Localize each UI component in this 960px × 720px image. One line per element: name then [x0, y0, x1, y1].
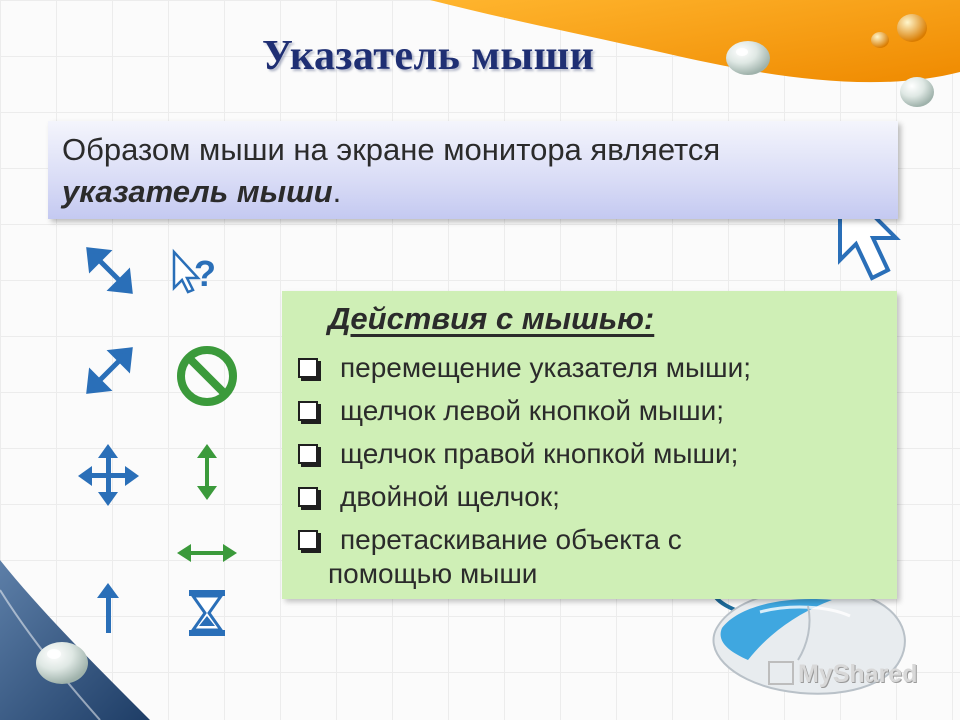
checkbox-bullet-icon: [298, 487, 318, 507]
intro-text: [62, 129, 884, 213]
checkbox-bullet-icon: [298, 530, 318, 550]
intro-box: [48, 121, 898, 219]
presentation-icon: [768, 661, 794, 685]
intro-sentence: Образом мыши на экране монитора является: [62, 132, 721, 167]
water-drop-icon: [897, 14, 927, 42]
diagonal-resize-nesw-icon: [89, 350, 130, 391]
svg-text:?: ?: [194, 253, 216, 294]
checkbox-bullet-icon: [298, 444, 318, 464]
list-item-label: щелчок правой кнопкой мыши;: [340, 438, 739, 469]
list-item-label: двойной щелчок;: [340, 481, 560, 512]
list-item: [298, 346, 751, 389]
hourglass-busy-icon: [189, 590, 225, 636]
checkbox-bullet-icon: [298, 358, 318, 378]
horizontal-resize-icon: [177, 544, 237, 562]
actions-box: [282, 291, 897, 599]
water-drop-icon: [726, 41, 770, 75]
list-item-label: перемещение указателя мыши;: [340, 352, 752, 383]
intro-emphasis: указатель мыши: [62, 174, 333, 209]
water-drop-icon: [871, 32, 889, 48]
water-drop-icon: [36, 642, 88, 684]
list-item: [298, 432, 751, 475]
intro-period: .: [332, 174, 342, 209]
list-item-label: щелчок левой кнопкой мыши;: [340, 395, 725, 426]
list-item-label: перетаскивание объекта с: [340, 524, 682, 555]
watermark-logo: [768, 660, 917, 689]
actions-list: [298, 346, 751, 561]
water-drop-icon: [900, 77, 934, 107]
vertical-resize-icon: [197, 444, 217, 500]
help-select-cursor-icon: [174, 252, 216, 294]
actions-heading: Действия с мышью:: [328, 301, 655, 336]
up-arrow-icon: [97, 583, 119, 633]
unavailable-icon: [181, 350, 233, 402]
watermark-text: MyShared: [798, 660, 918, 688]
list-item: [298, 475, 751, 518]
move-icon: [78, 444, 139, 506]
list-item: [298, 389, 751, 432]
checkbox-bullet-icon: [298, 401, 318, 421]
list-item-continuation: помощью мыши: [328, 558, 538, 589]
blue-wave-shape: [0, 560, 150, 720]
slide-title: Указатель мыши: [262, 33, 595, 79]
diagonal-resize-nwse-icon: [89, 250, 130, 291]
